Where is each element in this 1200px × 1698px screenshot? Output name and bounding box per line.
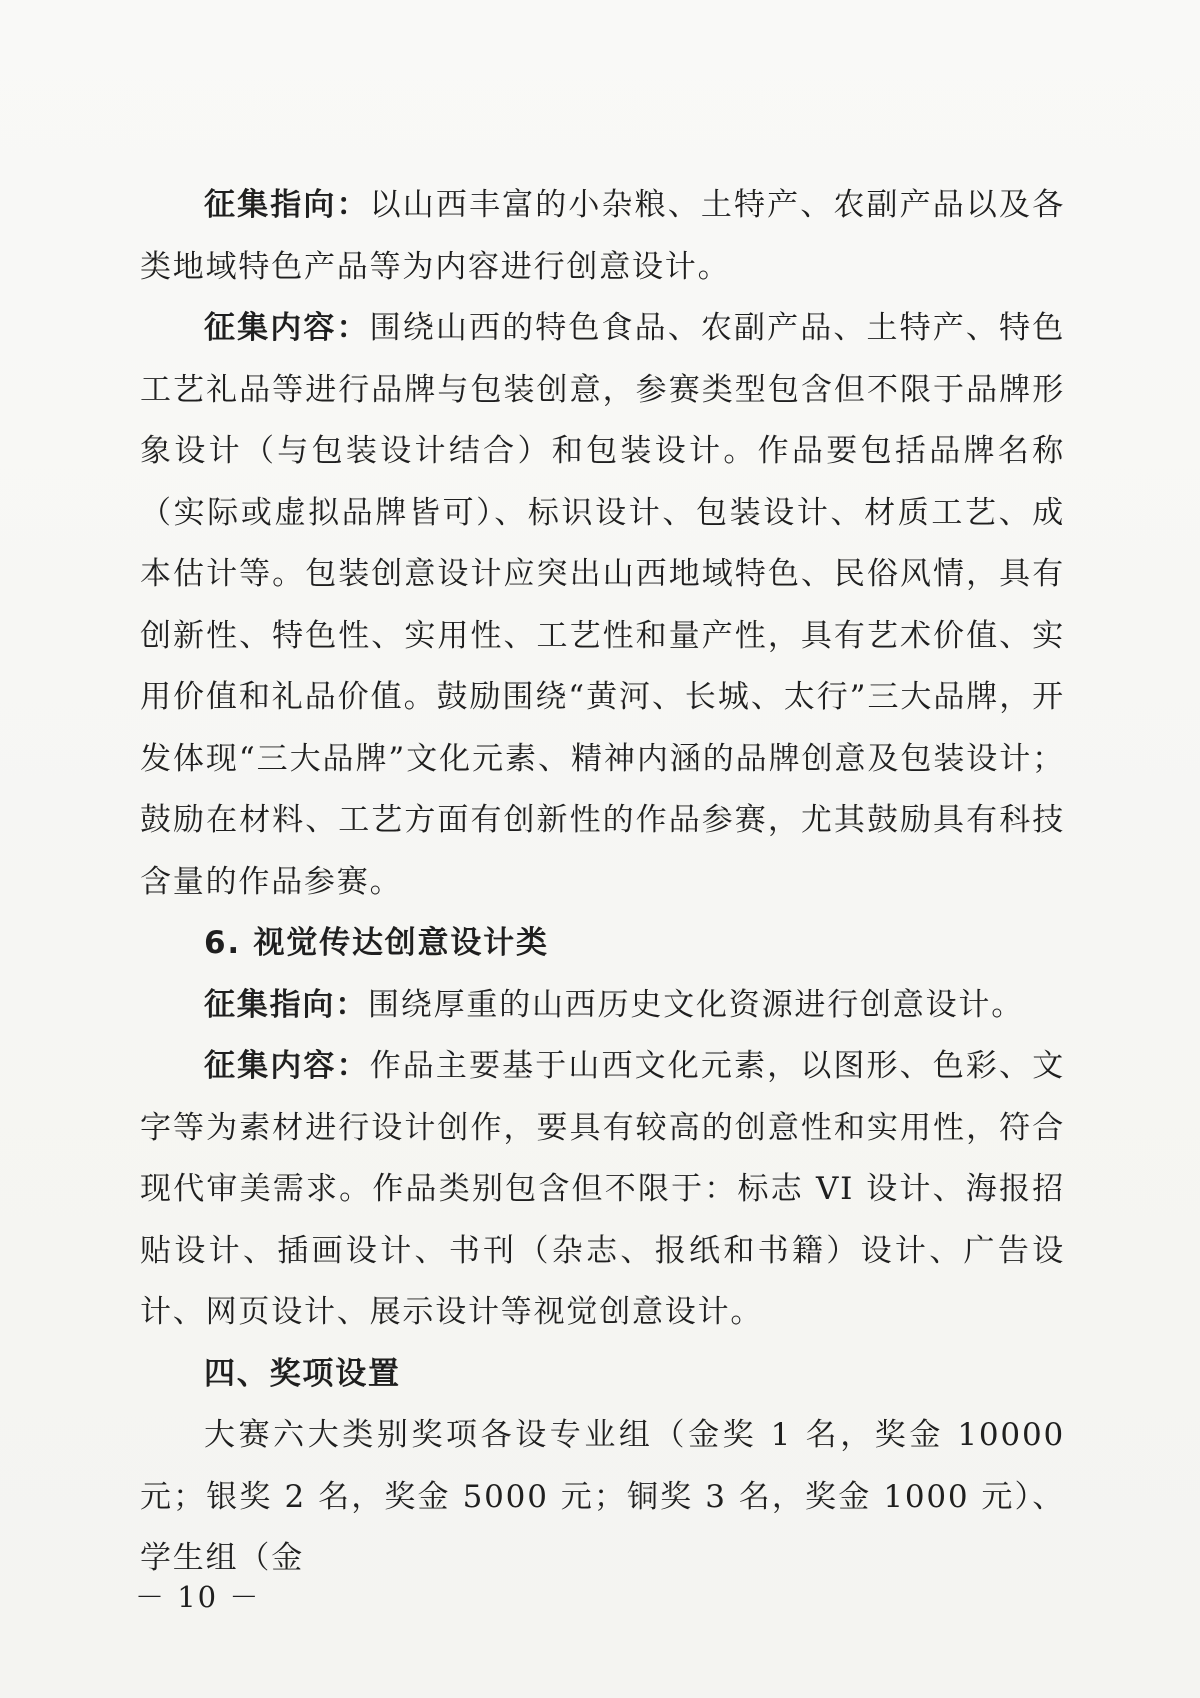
paragraph-text: 大赛六大类别奖项各设专业组（金奖 1 名，奖金 10000 元；银奖 2 名，奖金 5000 元；铜奖 3 名，奖金 1000 元）、学生组（金: [140, 1417, 1065, 1576]
paragraph-label: 征集内容：: [204, 1048, 370, 1084]
paragraph-text: 以山西丰富的小杂粮、土特产、农副产品以及各类地域特色产品等为内容进行创意设计。: [140, 187, 1065, 285]
paragraph-awards: [140, 1405, 1065, 1590]
paragraph-label: 征集指向：: [204, 187, 370, 223]
page-number: － 10 －: [135, 1580, 261, 1614]
paragraph-collection-direction-2: [140, 975, 1065, 1037]
paragraph-text: 围绕厚重的山西历史文化资源进行创意设计。: [368, 986, 1024, 1023]
section-heading-visual-design: 6. 视觉传达创意设计类: [204, 925, 549, 961]
paragraph-collection-content-1: [140, 298, 1065, 913]
document-body: [140, 175, 1065, 1590]
paragraph-text: 作品主要基于山西文化元素，以图形、色彩、文字等为素材进行设计创作，要具有较高的创意性和实用性，符合现代审美需求。作品类别包含但不限于：标志 VI 设计、海报招贴设计、插画设计、书刊（杂志、报纸和书籍）设计、广告设计、网页设计、展示设计等视觉创意设计。: [140, 1048, 1065, 1330]
paragraph-collection-direction-1: [140, 175, 1065, 298]
section-heading-awards: 四、奖项设置: [204, 1355, 401, 1392]
paragraph-collection-content-2: [140, 1036, 1065, 1344]
paragraph-label: 征集指向：: [204, 986, 368, 1023]
paragraph-text: 围绕山西的特色食品、农副产品、土特产、特色工艺礼品等进行品牌与包装创意，参赛类型包含但不限于品牌形象设计（与包装设计结合）和包装设计。作品要包括品牌名称（实际或虚拟品牌皆可）、标识设计、包装设计、材质工艺、成本估计等。包装创意设计应突出山西地域特色、民俗风情，具有创新性、特色性、实用性、工艺性和量产性，具有艺术价值、实用价值和礼品价值。鼓励围绕“黄河、长城、太行”三大品牌，开发体现“三大品牌”文化元素、精神内涵的品牌创意及包装设计；鼓励在材料、工艺方面有创新性的作品参赛，尤其鼓励具有科技含量的作品参赛。: [140, 310, 1065, 900]
paragraph-label: 征集内容：: [204, 310, 370, 346]
